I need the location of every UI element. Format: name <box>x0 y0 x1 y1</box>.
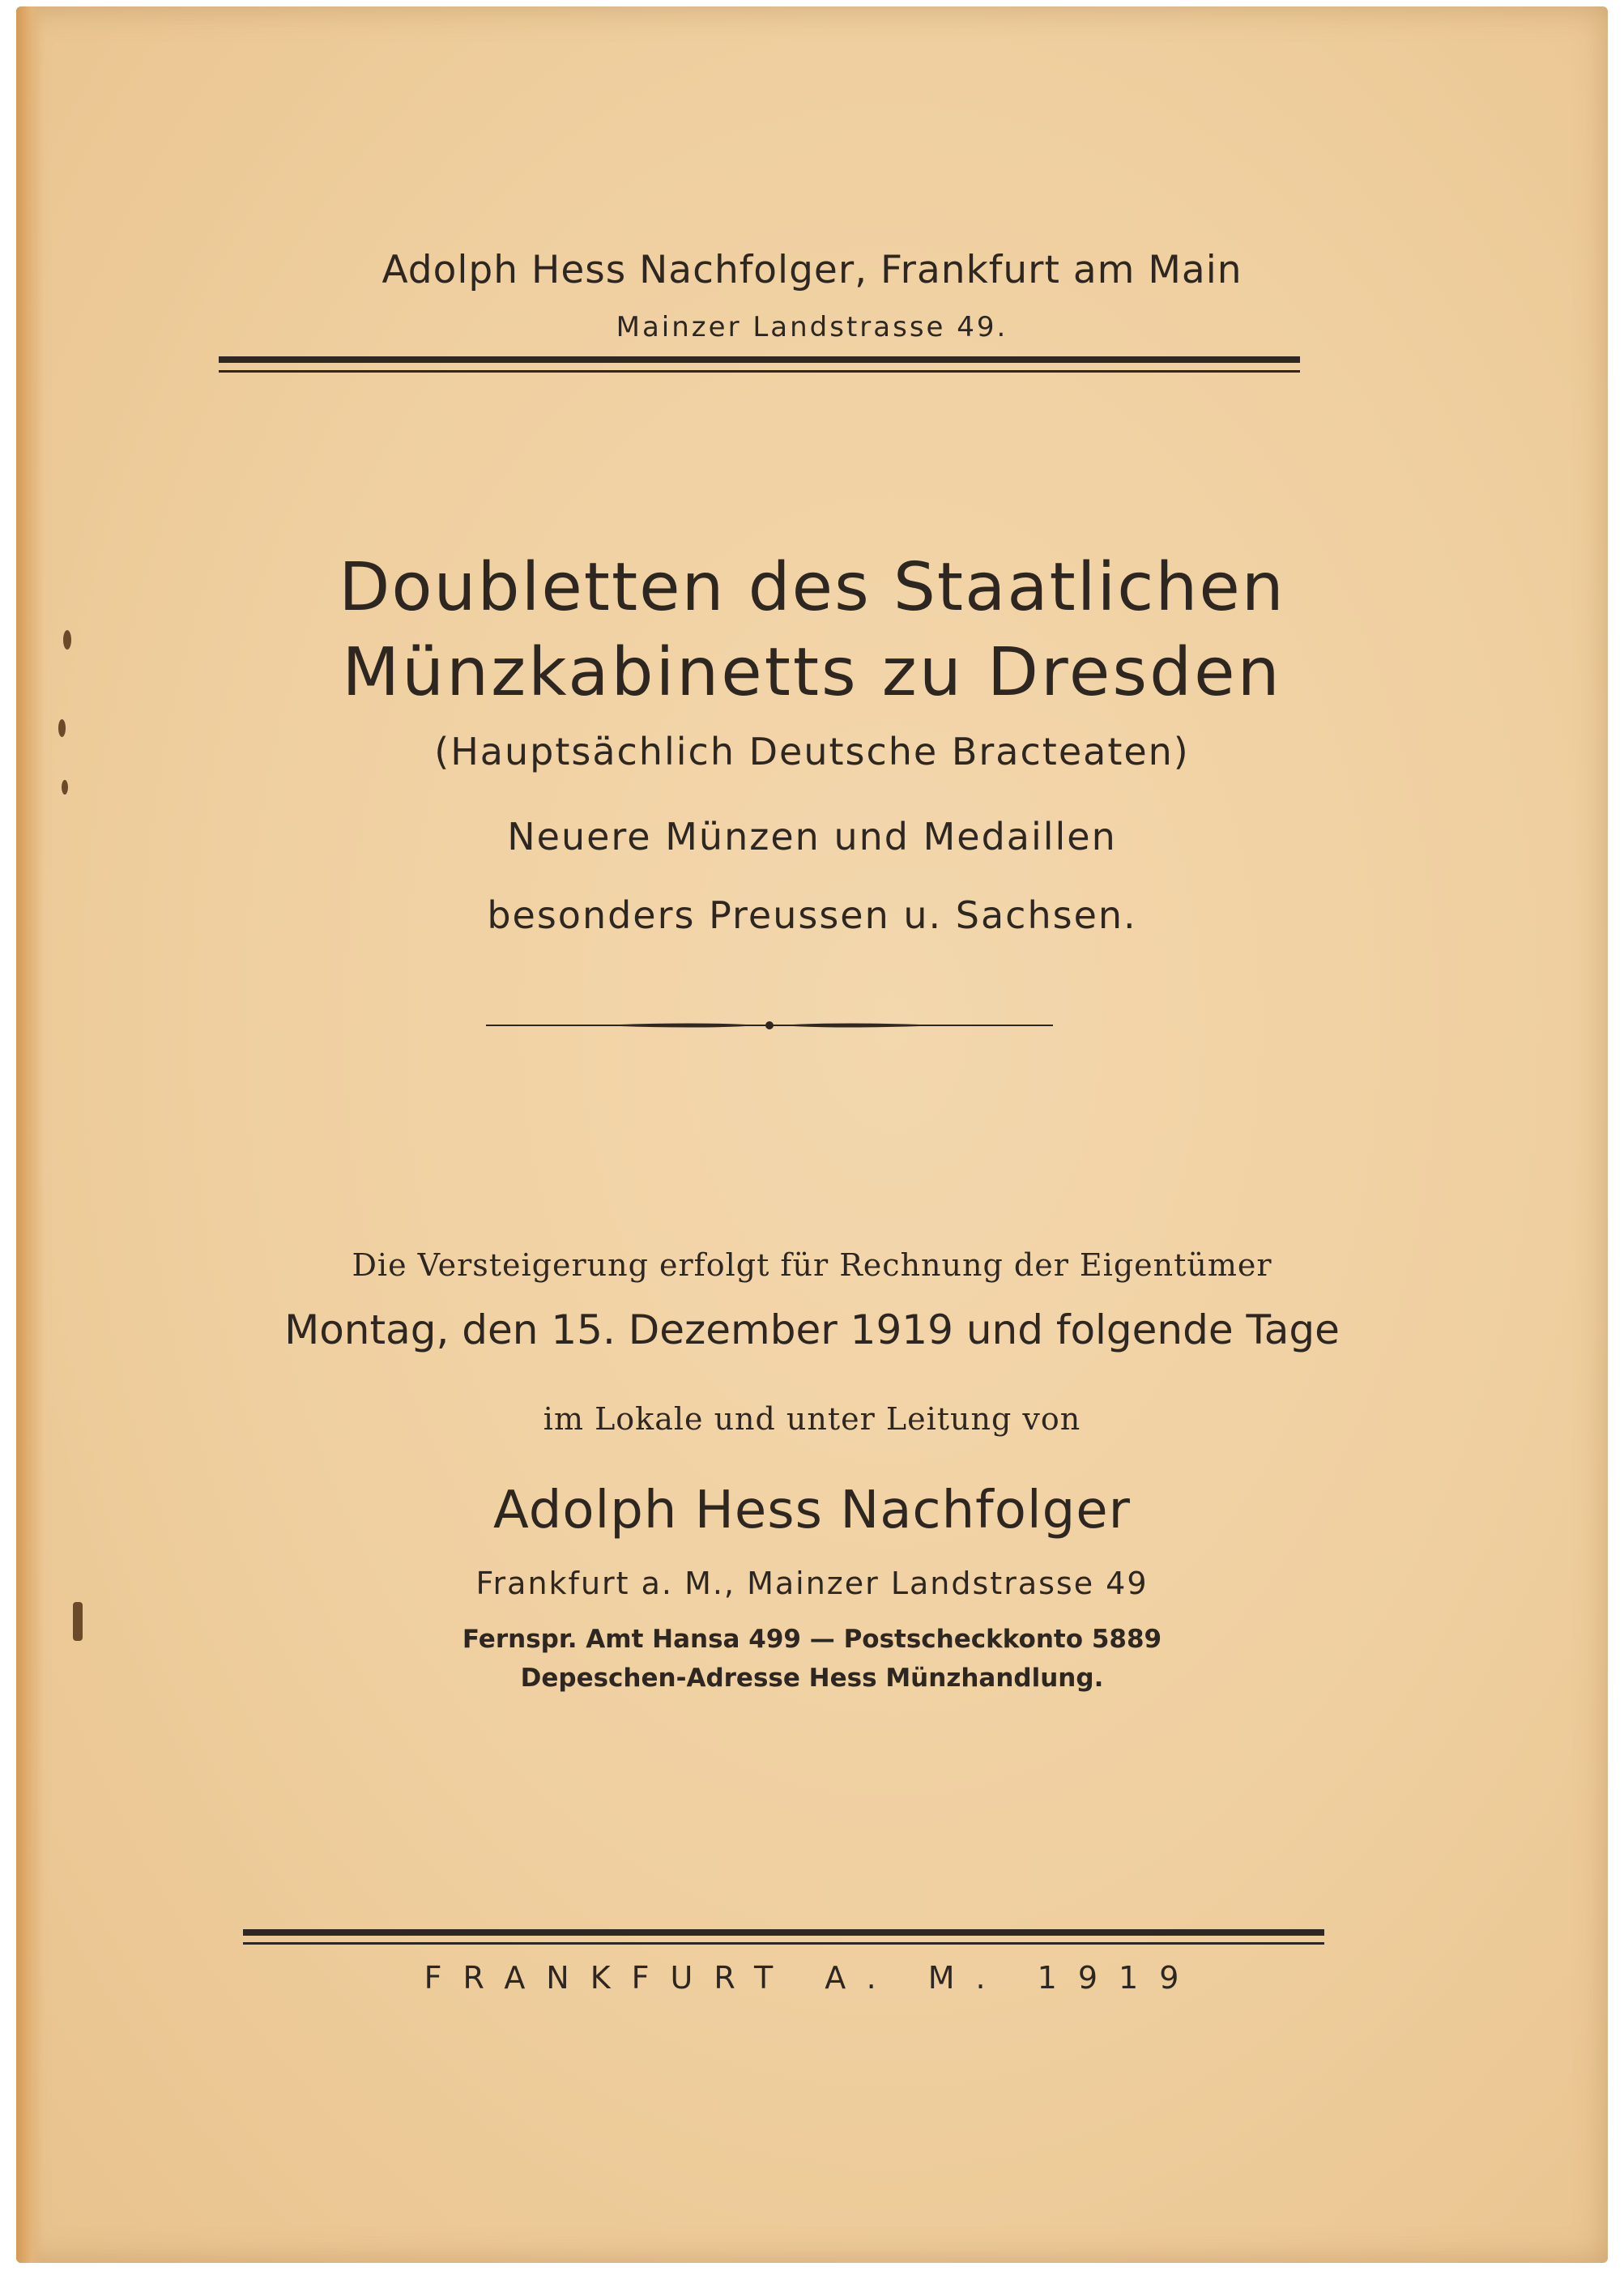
contents-line-1: Neuere Münzen und Medaillen <box>507 815 1117 859</box>
bottom-rule <box>243 1929 1324 1936</box>
auction-note: Die Versteigerung erfolgt für Rechnung der Eigentümer <box>352 1247 1272 1283</box>
spine-blot <box>62 780 68 795</box>
catalogue-cover <box>16 6 1608 2263</box>
top-rule-thin <box>219 370 1300 373</box>
auctioneer-name: Adolph Hess Nachfolger <box>493 1481 1131 1540</box>
spine-edge <box>16 6 44 2263</box>
contents-line-2: besonders Preussen u. Sachsen. <box>487 893 1137 937</box>
top-rule <box>219 356 1300 363</box>
title-line-2: Münzkabinetts zu Dresden <box>342 634 1282 711</box>
auction-date: Montag, den 15. Dezember 1919 und folgende Tage <box>284 1306 1340 1353</box>
publisher-line: Adolph Hess Nachfolger, Frankfurt am Main <box>381 248 1243 292</box>
venue-line: im Lokale und unter Leitung von <box>543 1401 1081 1437</box>
phone-line: Fernspr. Amt Hansa 499 — Postscheckkonto 5889 <box>462 1625 1162 1654</box>
bottom-rule-thin <box>243 1942 1324 1945</box>
imprint: FRANKFURT A. M. 1919 <box>424 1960 1200 1996</box>
auctioneer-address: Frankfurt a. M., Mainzer Landstrasse 49 <box>475 1566 1149 1601</box>
ornamental-divider <box>486 1019 1053 1032</box>
title-line-1: Doubletten des Staatlichen <box>339 549 1285 626</box>
subtitle: (Hauptsächlich Deutsche Bracteaten) <box>434 730 1190 773</box>
telegram-line: Depeschen-Adresse Hess Münzhandlung. <box>520 1664 1104 1693</box>
address-line: Mainzer Landstrasse 49. <box>616 311 1008 343</box>
